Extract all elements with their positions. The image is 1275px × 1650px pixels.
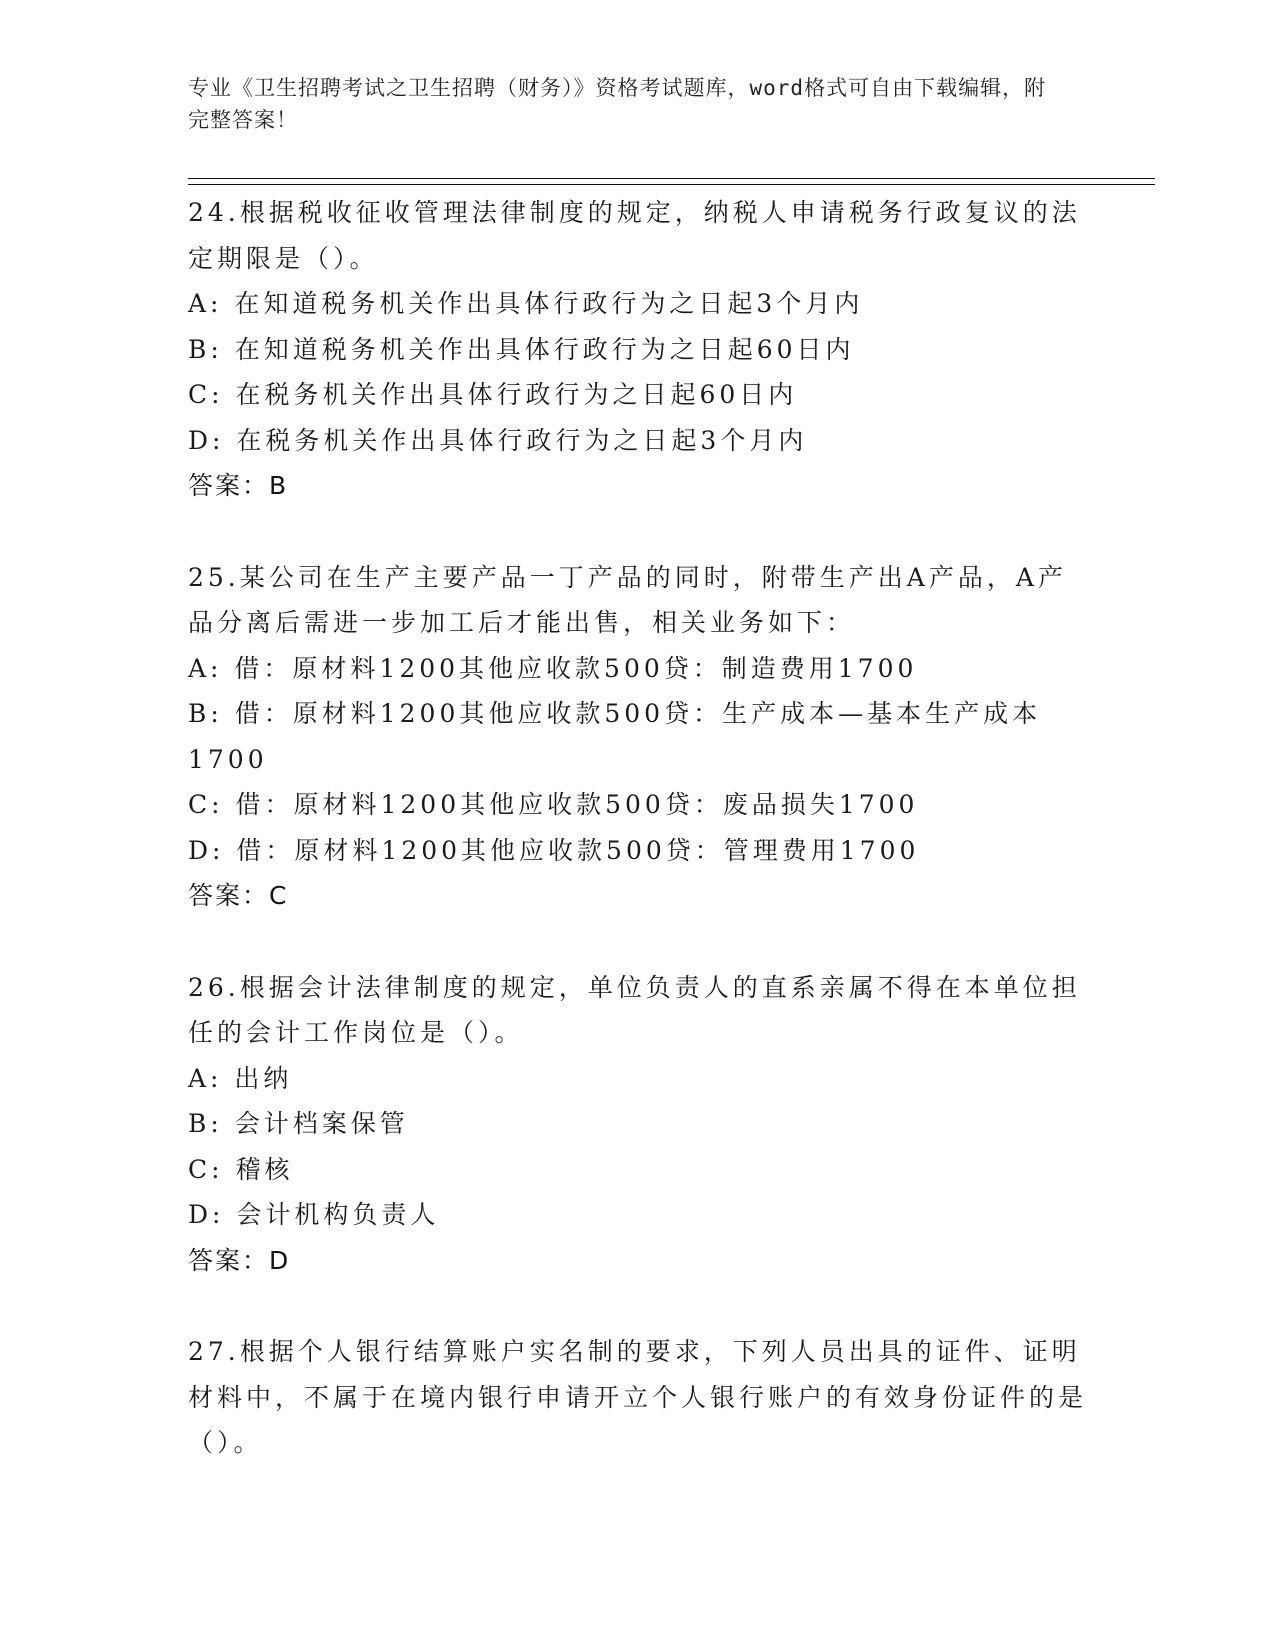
document-header: 专业《卫生招聘考试之卫生招聘（财务）》资格考试题库，word格式可自由下载编辑，附完整答案！ <box>188 76 1047 132</box>
question-item <box>188 965 1088 1284</box>
option-c: C: 在税务机关作出具体行政行为之日起60日内 <box>188 380 798 409</box>
option-b: B: 借：原材料1200其他应收款500贷：生产成本—基本生产成本1700 <box>188 699 1042 774</box>
question-item <box>188 1329 1088 1466</box>
question-text: 26.根据会计法律制度的规定，单位负责人的直系亲属不得在本单位担任的会计工作岗位是（）。 <box>188 972 1081 1047</box>
option-a: A: 借：原材料1200其他应收款500贷：制造费用1700 <box>188 653 918 683</box>
option-d: D: 借：原材料1200其他应收款500贷：管理费用1700 <box>188 835 920 865</box>
option-c: C: 借：原材料1200其他应收款500贷：废品损失1700 <box>188 790 919 819</box>
spacer <box>188 509 1088 555</box>
question-text: 27.根据个人银行结算账户实名制的要求，下列人员出具的证件、证明材料中，不属于在境内银行申请开立个人银行账户的有效身份证件的是（）。 <box>188 1337 1088 1457</box>
option-d: D: 会计机构负责人 <box>188 1200 440 1229</box>
spacer <box>188 919 1088 965</box>
header-divider-top <box>188 178 1155 179</box>
header-divider-bottom <box>188 184 1155 185</box>
option-a: A: 出纳 <box>188 1063 293 1093</box>
option-a: A: 在知道税务机关作出具体行政行为之日起3个月内 <box>188 289 864 318</box>
option-c: C: 稽核 <box>188 1154 294 1184</box>
question-text: 24.根据税收征收管理法律制度的规定，纳税人申请税务行政复议的法定期限是（）。 <box>188 198 1081 273</box>
option-d: D: 在税务机关作出具体行政行为之日起3个月内 <box>188 425 808 455</box>
answer-line: 答案：D <box>188 1245 291 1275</box>
question-text: 25.某公司在生产主要产品一丁产品的同时，附带生产出A产品，A产品分离后需进一步加工后才能出售，相关业务如下： <box>188 562 1067 637</box>
answer-line: 答案：B <box>188 471 289 500</box>
question-item <box>188 190 1088 509</box>
spacer <box>188 1283 1088 1329</box>
option-b: B: 会计档案保管 <box>188 1109 409 1138</box>
answer-line: 答案：C <box>188 881 289 910</box>
option-b: B: 在知道税务机关作出具体行政行为之日起60日内 <box>188 334 855 364</box>
question-list <box>188 190 1088 1466</box>
question-item <box>188 555 1088 919</box>
